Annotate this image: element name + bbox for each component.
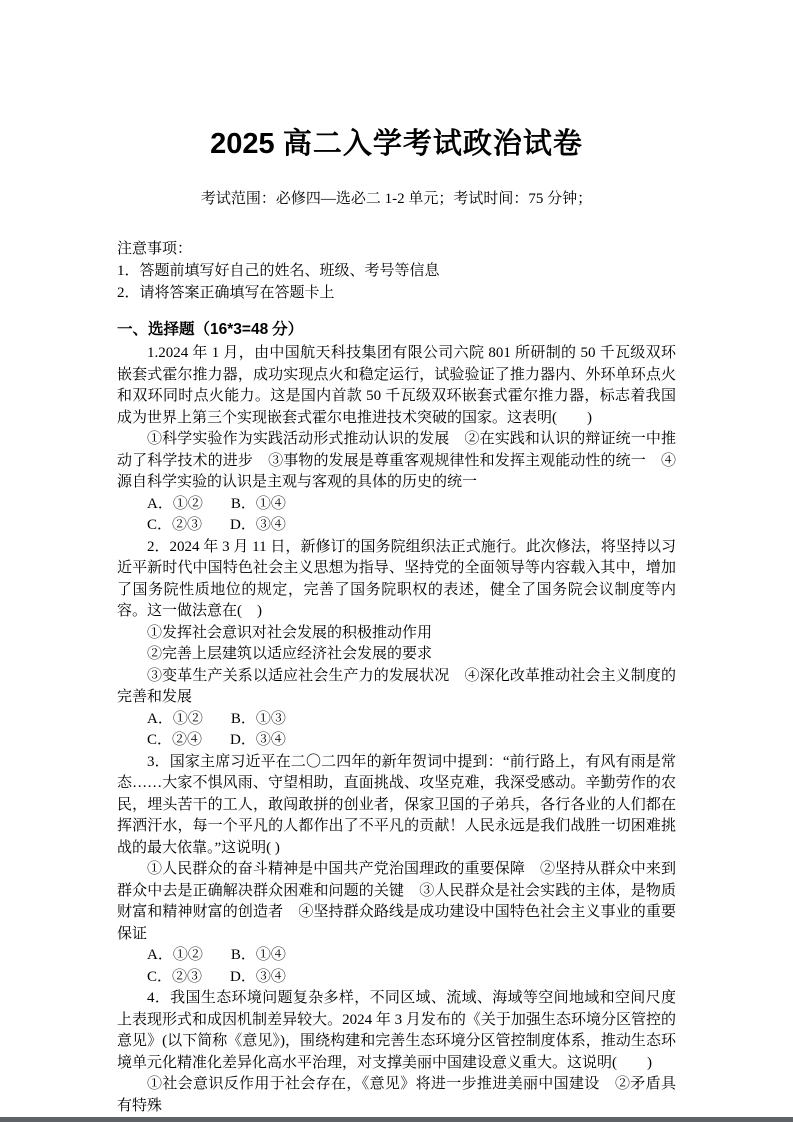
question-1-option-d: D．③④ (230, 517, 286, 533)
question-2-stem: 2．2024 年 3 月 11 日，新修订的国务院组织法正式施行。此次修法，将坚持以习近平新时代中国特色社会主义思想为指导、坚持党的全面领导等内容载入其中，增加了国务院性质地位的规定，完善了国务院职权的表述，健全了国务院会议制度等内容。这一做法意在( ) (117, 538, 676, 619)
question-3-option-d: D．③④ (230, 968, 286, 985)
section-score: 16*3=48 (210, 321, 269, 338)
notice-item-1: 1．答题前填写好自己的姓名、班级、考号等信息 (117, 263, 440, 279)
title-text: 高二入学考试政治试卷 (282, 128, 583, 160)
notice-item-2: 2．请将答案正确填写在答题卡上 (117, 285, 335, 301)
question-1-options-row-cd (117, 515, 676, 537)
question-4 (117, 988, 676, 1117)
question-2-option-b: B．①③ (230, 710, 286, 727)
question-2-options-row-cd (117, 730, 676, 752)
section-heading-post: 分） (268, 321, 304, 338)
question-3-option-b: B．①④ (230, 947, 286, 963)
question-1-statements: ①科学实验作为实践活动形式推动认识的发展 ②在实践和认识的辩证统一中推动了科学技术的进步 ③事物的发展是尊重客观规律性和发挥主观能动性的统一 ④源自科学实验的认识是主观与客观的具体的历史的统一 (117, 431, 676, 490)
question-3-options-row-cd (117, 967, 676, 989)
question-1-option-b: B．①④ (230, 495, 286, 512)
question-2-statement-2: ②完善上层建筑以适应经济社会发展的要求 (147, 646, 433, 662)
section-heading-multiple-choice (117, 319, 676, 341)
question-1 (117, 343, 676, 537)
question-1-stem: 1.2024 年 1 月，由中国航天科技集团有限公司六院 801 所研制的 50 千瓦级双环嵌套式霍尔推力器，成功实现点火和稳定运行，试验验证了推力器内、外环单环点火和双环同时点火能力。这是国内首款 50 千瓦级双环嵌套式霍尔推力器，标志着我国成为世界上第三个实现嵌套式霍尔电推进技术突破的国家。这表明( ) (117, 345, 676, 426)
question-3 (117, 752, 676, 989)
exam-scope-line: 考试范围：必修四—选必二 1-2 单元；考试时间：75 分钟； (200, 191, 593, 207)
question-3-options-row-ab (117, 945, 676, 967)
question-3-option-a: A．①② (147, 947, 203, 963)
section-heading-pre: 一、选择题（ (117, 321, 211, 338)
question-3-stem: 3．国家主席习近平在二〇二四年的新年贺词中提到：“前行路上，有风有雨是常态……大家不惧风雨、守望相助，直面挑战、攻坚克难，我深受感动。辛勤劳作的农民，埋头苦干的工人，敢闯敢拼的创业者，保家卫国的子弟兵，各行各业的人们都在挥洒汗水，每一个平凡的人都作出了不平凡的贡献！人民永远是我们战胜一切困难挑战的最大依靠。”这说明( ) (117, 753, 676, 856)
title-year: 2025 (210, 128, 275, 160)
question-2-option-c: C．②④ (147, 732, 203, 748)
question-2-statement-3-4: ③变革生产关系以适应社会生产力的发展状况 ④深化改革推动社会主义制度的完善和发展 (117, 667, 676, 705)
question-2-statement-1: ①发挥社会意识对社会发展的积极推动作用 (147, 624, 433, 641)
question-2-options-row-ab (117, 709, 676, 731)
viewer-bottom-edge (0, 1117, 793, 1122)
question-4-statements-truncated: ①社会意识反作用于社会存在，《意见》将进一步推进美丽中国建设 ②矛盾具有特殊 (117, 1076, 676, 1114)
page-title (117, 126, 676, 162)
question-1-option-a: A．①② (147, 495, 203, 512)
question-2-option-a: A．①② (147, 710, 203, 727)
notice-heading: 注意事项： (117, 241, 193, 257)
question-3-option-c: C．②③ (147, 968, 203, 985)
question-1-options-row-ab (117, 494, 676, 516)
question-2 (117, 537, 676, 752)
notice-block (117, 238, 676, 304)
question-4-stem: 4．我国生态环境问题复杂多样，不同区域、流域、海域等空间地域和空间尺度上表现形式和成因机制差异较大。2024 年 3 月发布的《关于加强生态环境分区管控的意见》(以下简称《意见》)，围绕构建和完善生态环境分区管控制度体系，推动生态环境单元化精准化差异化高水平治理，对支撑美丽中国建设意义重大。这说明( ) (117, 990, 676, 1071)
question-1-option-c: C．②③ (147, 517, 203, 533)
question-2-option-d: D．③④ (230, 732, 286, 748)
question-3-statements: ①人民群众的奋斗精神是中国共产党治国理政的重要保障 ②坚持从群众中来到群众中去是正确解决群众困难和问题的关键 ③人民群众是社会实践的主体，是物质财富和精神财富的创造者 ④坚持群众路线是成功建设中国特色社会主义事业的重要保证 (117, 861, 676, 942)
